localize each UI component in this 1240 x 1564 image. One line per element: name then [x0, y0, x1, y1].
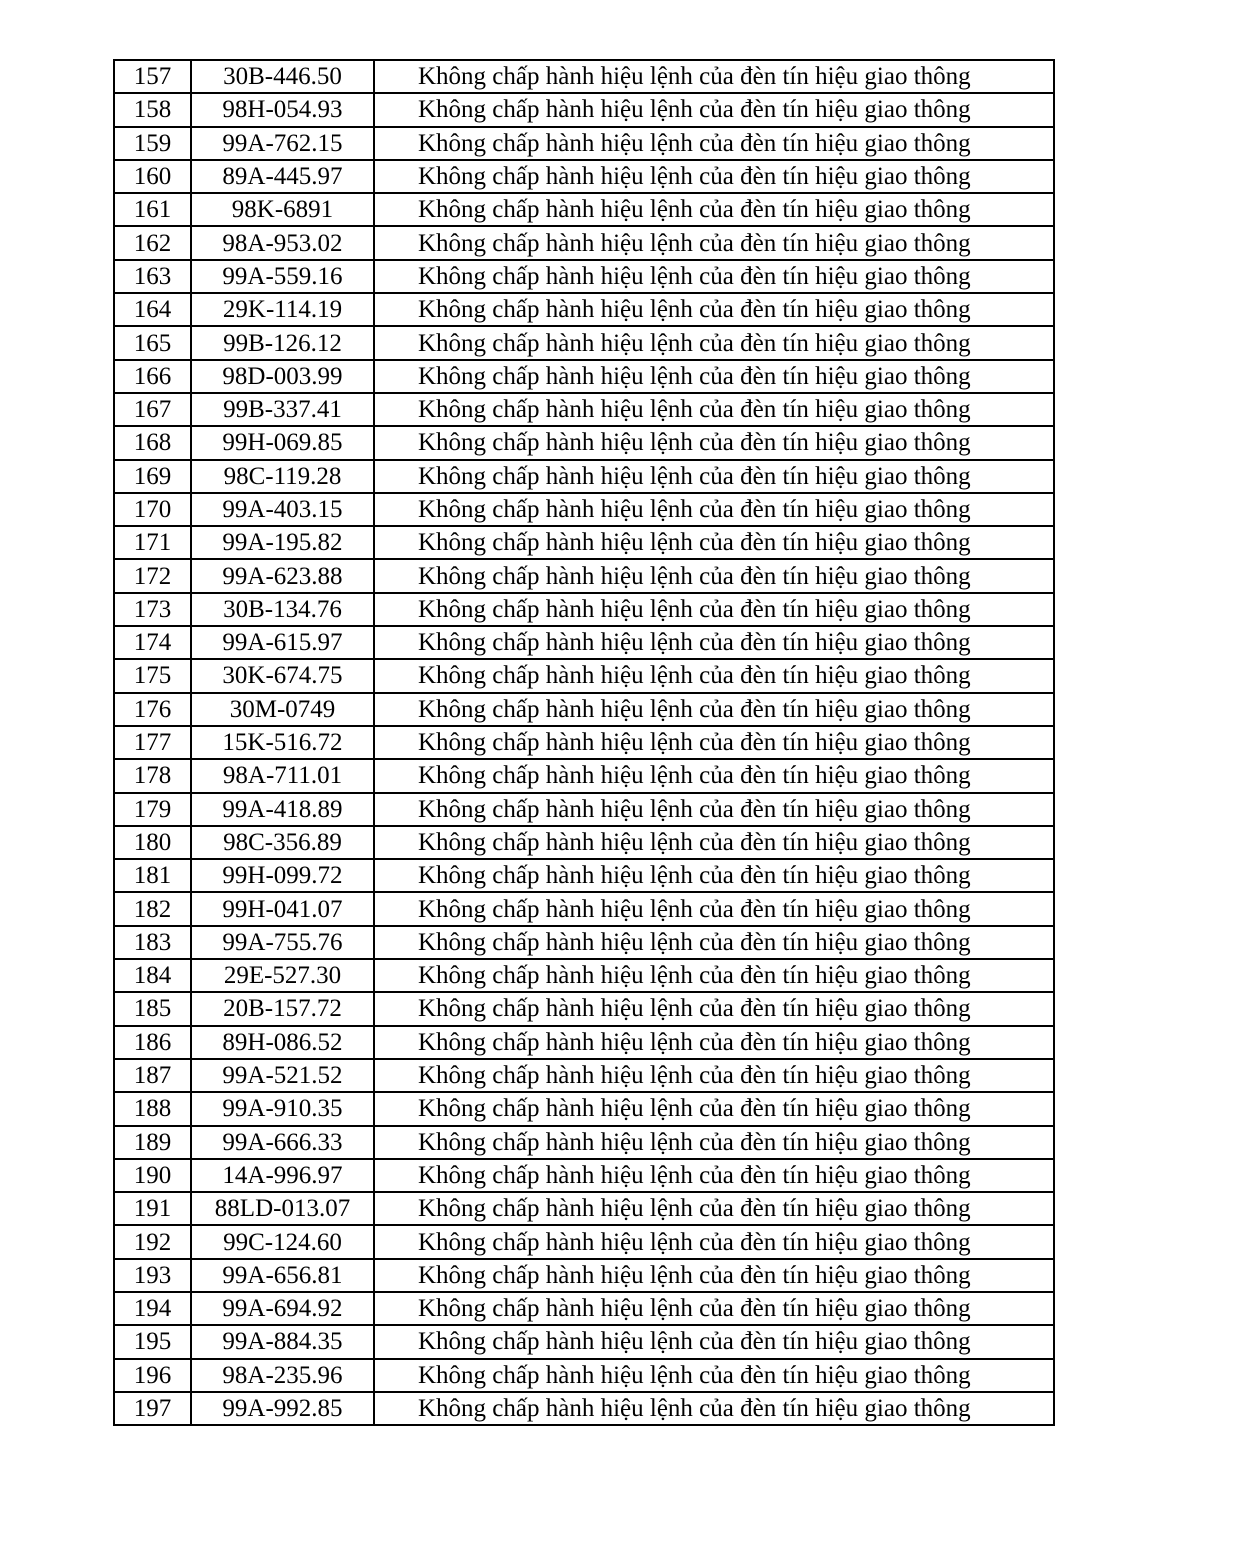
license-plate-cell: 99A-755.76: [191, 926, 374, 959]
row-number-cell: 186: [114, 1026, 191, 1059]
license-plate-cell: 30M-0749: [191, 693, 374, 726]
table-row: [114, 892, 1054, 925]
row-number-cell: 197: [114, 1392, 191, 1425]
violation-cell: Không chấp hành hiệu lệnh của đèn tín hiệu giao thông: [374, 959, 1054, 992]
table-row: [114, 360, 1054, 393]
violation-cell: Không chấp hành hiệu lệnh của đèn tín hiệu giao thông: [374, 160, 1054, 193]
license-plate-cell: 99A-559.16: [191, 260, 374, 293]
row-number-cell: 177: [114, 726, 191, 759]
row-number-cell: 195: [114, 1325, 191, 1358]
license-plate-cell: 99A-992.85: [191, 1392, 374, 1425]
violation-cell: Không chấp hành hiệu lệnh của đèn tín hiệu giao thông: [374, 992, 1054, 1025]
violation-cell: Không chấp hành hiệu lệnh của đèn tín hiệu giao thông: [374, 1359, 1054, 1392]
row-number-cell: 191: [114, 1192, 191, 1225]
violation-cell: Không chấp hành hiệu lệnh của đèn tín hiệu giao thông: [374, 1259, 1054, 1292]
row-number-cell: 196: [114, 1359, 191, 1392]
table-row: [114, 926, 1054, 959]
row-number-cell: 188: [114, 1092, 191, 1125]
license-plate-cell: 99C-124.60: [191, 1225, 374, 1258]
violation-cell: Không chấp hành hiệu lệnh của đèn tín hiệu giao thông: [374, 1192, 1054, 1225]
violation-cell: Không chấp hành hiệu lệnh của đèn tín hiệu giao thông: [374, 593, 1054, 626]
license-plate-cell: 99A-615.97: [191, 626, 374, 659]
row-number-cell: 184: [114, 959, 191, 992]
row-number-cell: 194: [114, 1292, 191, 1325]
table-row: [114, 127, 1054, 160]
table-row: [114, 626, 1054, 659]
license-plate-cell: 29E-527.30: [191, 959, 374, 992]
license-plate-cell: 99B-337.41: [191, 393, 374, 426]
violation-cell: Không chấp hành hiệu lệnh của đèn tín hiệu giao thông: [374, 1225, 1054, 1258]
table-row: [114, 726, 1054, 759]
table-row: [114, 693, 1054, 726]
license-plate-cell: 15K-516.72: [191, 726, 374, 759]
license-plate-cell: 99H-099.72: [191, 859, 374, 892]
table-row: [114, 293, 1054, 326]
table-row: [114, 1126, 1054, 1159]
row-number-cell: 192: [114, 1225, 191, 1258]
row-number-cell: 173: [114, 593, 191, 626]
row-number-cell: 166: [114, 360, 191, 393]
table-row: [114, 559, 1054, 592]
table-row: [114, 426, 1054, 459]
license-plate-cell: 99A-762.15: [191, 127, 374, 160]
violation-cell: Không chấp hành hiệu lệnh của đèn tín hiệu giao thông: [374, 1392, 1054, 1425]
violation-cell: Không chấp hành hiệu lệnh của đèn tín hiệu giao thông: [374, 793, 1054, 826]
violation-cell: Không chấp hành hiệu lệnh của đèn tín hiệu giao thông: [374, 626, 1054, 659]
table-row: [114, 1192, 1054, 1225]
row-number-cell: 162: [114, 226, 191, 259]
violation-cell: Không chấp hành hiệu lệnh của đèn tín hiệu giao thông: [374, 1059, 1054, 1092]
license-plate-cell: 89H-086.52: [191, 1026, 374, 1059]
row-number-cell: 171: [114, 526, 191, 559]
violations-table: [113, 59, 1055, 1426]
violation-cell: Không chấp hành hiệu lệnh của đèn tín hiệu giao thông: [374, 1159, 1054, 1192]
license-plate-cell: 99A-403.15: [191, 493, 374, 526]
violation-cell: Không chấp hành hiệu lệnh của đèn tín hiệu giao thông: [374, 559, 1054, 592]
row-number-cell: 168: [114, 426, 191, 459]
row-number-cell: 170: [114, 493, 191, 526]
license-plate-cell: 30B-134.76: [191, 593, 374, 626]
table-row: [114, 1259, 1054, 1292]
row-number-cell: 183: [114, 926, 191, 959]
table-row: [114, 1359, 1054, 1392]
row-number-cell: 181: [114, 859, 191, 892]
table-row: [114, 493, 1054, 526]
table-row: [114, 460, 1054, 493]
table-row: [114, 1159, 1054, 1192]
table-row: [114, 226, 1054, 259]
violation-cell: Không chấp hành hiệu lệnh của đèn tín hiệu giao thông: [374, 260, 1054, 293]
license-plate-cell: 14A-996.97: [191, 1159, 374, 1192]
violation-cell: Không chấp hành hiệu lệnh của đèn tín hiệu giao thông: [374, 127, 1054, 160]
row-number-cell: 185: [114, 992, 191, 1025]
violation-cell: Không chấp hành hiệu lệnh của đèn tín hiệu giao thông: [374, 659, 1054, 692]
violation-cell: Không chấp hành hiệu lệnh của đèn tín hiệu giao thông: [374, 726, 1054, 759]
row-number-cell: 158: [114, 93, 191, 126]
row-number-cell: 157: [114, 60, 191, 93]
table-row: [114, 1325, 1054, 1358]
license-plate-cell: 99H-069.85: [191, 426, 374, 459]
row-number-cell: 169: [114, 460, 191, 493]
row-number-cell: 178: [114, 759, 191, 792]
license-plate-cell: 30K-674.75: [191, 659, 374, 692]
violation-cell: Không chấp hành hiệu lệnh của đèn tín hiệu giao thông: [374, 360, 1054, 393]
license-plate-cell: 89A-445.97: [191, 160, 374, 193]
row-number-cell: 187: [114, 1059, 191, 1092]
table-row: [114, 160, 1054, 193]
license-plate-cell: 99A-195.82: [191, 526, 374, 559]
table-row: [114, 793, 1054, 826]
license-plate-cell: 30B-446.50: [191, 60, 374, 93]
license-plate-cell: 88LD-013.07: [191, 1192, 374, 1225]
table-row: [114, 260, 1054, 293]
violation-cell: Không chấp hành hiệu lệnh của đèn tín hiệu giao thông: [374, 926, 1054, 959]
license-plate-cell: 99A-694.92: [191, 1292, 374, 1325]
row-number-cell: 163: [114, 260, 191, 293]
table-row: [114, 526, 1054, 559]
table-row: [114, 759, 1054, 792]
row-number-cell: 182: [114, 892, 191, 925]
violation-cell: Không chấp hành hiệu lệnh của đèn tín hiệu giao thông: [374, 526, 1054, 559]
violation-cell: Không chấp hành hiệu lệnh của đèn tín hiệu giao thông: [374, 60, 1054, 93]
violation-cell: Không chấp hành hiệu lệnh của đèn tín hiệu giao thông: [374, 693, 1054, 726]
table-row: [114, 859, 1054, 892]
license-plate-cell: 99A-666.33: [191, 1126, 374, 1159]
violation-cell: Không chấp hành hiệu lệnh của đèn tín hiệu giao thông: [374, 759, 1054, 792]
violation-cell: Không chấp hành hiệu lệnh của đèn tín hiệu giao thông: [374, 226, 1054, 259]
row-number-cell: 159: [114, 127, 191, 160]
table-row: [114, 1026, 1054, 1059]
table-row: [114, 193, 1054, 226]
table-row: [114, 1392, 1054, 1425]
row-number-cell: 179: [114, 793, 191, 826]
violation-cell: Không chấp hành hiệu lệnh của đèn tín hiệu giao thông: [374, 326, 1054, 359]
violation-cell: Không chấp hành hiệu lệnh của đèn tín hiệu giao thông: [374, 1325, 1054, 1358]
table-row: [114, 1059, 1054, 1092]
license-plate-cell: 98A-235.96: [191, 1359, 374, 1392]
row-number-cell: 172: [114, 559, 191, 592]
table-row: [114, 1092, 1054, 1125]
table-row: [114, 1292, 1054, 1325]
license-plate-cell: 99A-884.35: [191, 1325, 374, 1358]
violation-cell: Không chấp hành hiệu lệnh của đèn tín hiệu giao thông: [374, 1092, 1054, 1125]
table-row: [114, 326, 1054, 359]
violation-cell: Không chấp hành hiệu lệnh của đèn tín hiệu giao thông: [374, 493, 1054, 526]
table-row: [114, 593, 1054, 626]
violation-cell: Không chấp hành hiệu lệnh của đèn tín hiệu giao thông: [374, 1292, 1054, 1325]
violations-table-body: [114, 60, 1054, 1425]
license-plate-cell: 99A-656.81: [191, 1259, 374, 1292]
table-row: [114, 992, 1054, 1025]
license-plate-cell: 99B-126.12: [191, 326, 374, 359]
table-row: [114, 959, 1054, 992]
violation-cell: Không chấp hành hiệu lệnh của đèn tín hiệu giao thông: [374, 193, 1054, 226]
table-row: [114, 659, 1054, 692]
license-plate-cell: 98H-054.93: [191, 93, 374, 126]
violation-cell: Không chấp hành hiệu lệnh của đèn tín hiệu giao thông: [374, 426, 1054, 459]
license-plate-cell: 98A-953.02: [191, 226, 374, 259]
row-number-cell: 160: [114, 160, 191, 193]
violation-cell: Không chấp hành hiệu lệnh của đèn tín hiệu giao thông: [374, 859, 1054, 892]
table-row: [114, 60, 1054, 93]
row-number-cell: 189: [114, 1126, 191, 1159]
table-row: [114, 93, 1054, 126]
license-plate-cell: 98C-356.89: [191, 826, 374, 859]
violation-cell: Không chấp hành hiệu lệnh của đèn tín hiệu giao thông: [374, 892, 1054, 925]
table-row: [114, 1225, 1054, 1258]
license-plate-cell: 99A-910.35: [191, 1092, 374, 1125]
license-plate-cell: 99A-418.89: [191, 793, 374, 826]
row-number-cell: 193: [114, 1259, 191, 1292]
row-number-cell: 174: [114, 626, 191, 659]
row-number-cell: 165: [114, 326, 191, 359]
license-plate-cell: 99A-521.52: [191, 1059, 374, 1092]
license-plate-cell: 98K-6891: [191, 193, 374, 226]
violation-cell: Không chấp hành hiệu lệnh của đèn tín hiệu giao thông: [374, 1026, 1054, 1059]
license-plate-cell: 98C-119.28: [191, 460, 374, 493]
table-row: [114, 826, 1054, 859]
row-number-cell: 161: [114, 193, 191, 226]
violation-cell: Không chấp hành hiệu lệnh của đèn tín hiệu giao thông: [374, 826, 1054, 859]
row-number-cell: 167: [114, 393, 191, 426]
license-plate-cell: 98A-711.01: [191, 759, 374, 792]
violation-cell: Không chấp hành hiệu lệnh của đèn tín hiệu giao thông: [374, 460, 1054, 493]
license-plate-cell: 29K-114.19: [191, 293, 374, 326]
row-number-cell: 176: [114, 693, 191, 726]
table-row: [114, 393, 1054, 426]
violation-cell: Không chấp hành hiệu lệnh của đèn tín hiệu giao thông: [374, 1126, 1054, 1159]
row-number-cell: 164: [114, 293, 191, 326]
row-number-cell: 180: [114, 826, 191, 859]
license-plate-cell: 20B-157.72: [191, 992, 374, 1025]
violation-cell: Không chấp hành hiệu lệnh của đèn tín hiệu giao thông: [374, 393, 1054, 426]
violation-cell: Không chấp hành hiệu lệnh của đèn tín hiệu giao thông: [374, 93, 1054, 126]
row-number-cell: 190: [114, 1159, 191, 1192]
license-plate-cell: 99A-623.88: [191, 559, 374, 592]
violation-cell: Không chấp hành hiệu lệnh của đèn tín hiệu giao thông: [374, 293, 1054, 326]
row-number-cell: 175: [114, 659, 191, 692]
license-plate-cell: 98D-003.99: [191, 360, 374, 393]
license-plate-cell: 99H-041.07: [191, 892, 374, 925]
